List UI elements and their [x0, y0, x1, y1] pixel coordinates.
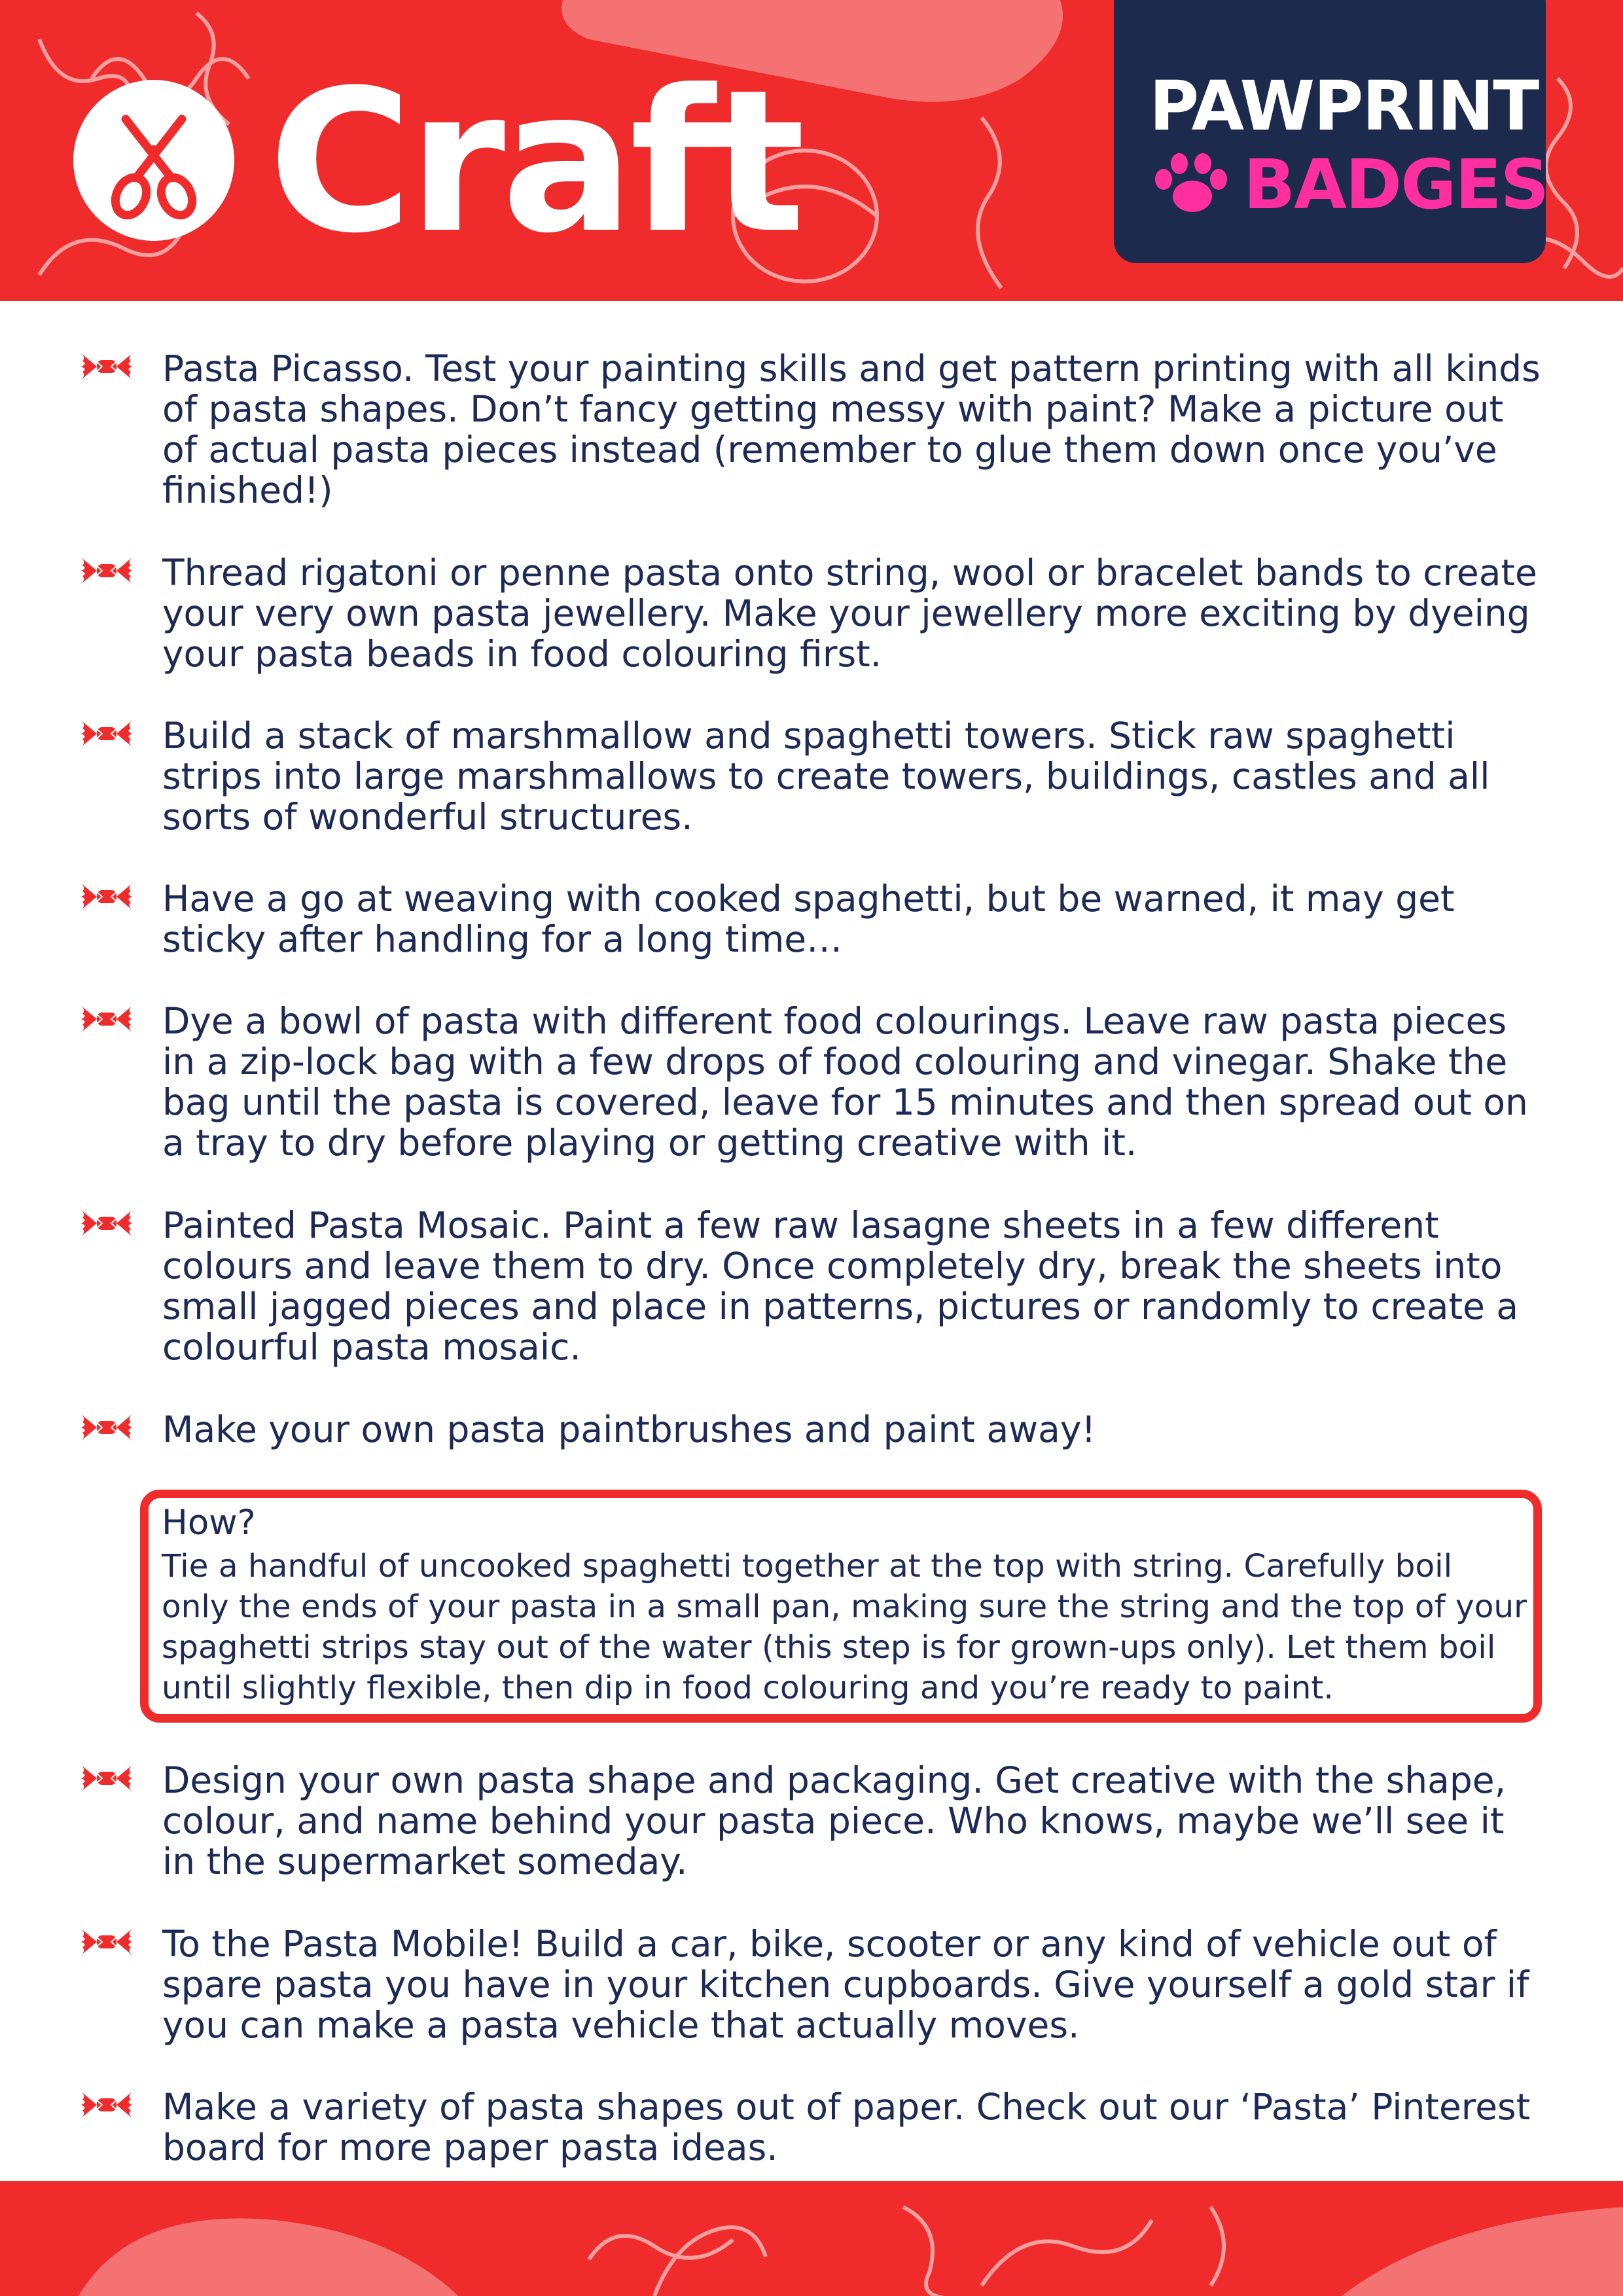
how-to-title: How? [162, 1503, 256, 1543]
how-to-text: Tie a handful of uncooked spaghetti together at the top with string. Carefully boil only the ends of your pasta in a small pan, making sure the string and the top of your spaghetti strips stay out of the water (this step is for grown-ups only). Let them boil until slightly flexible, then dip in food colouring and you’re ready to paint. [162, 1548, 1527, 1706]
list-item: Make your own pasta paintbrushes and paint away! [162, 1408, 1096, 1450]
farfalle-pasta-icon [77, 1204, 136, 1243]
farfalle-pasta-icon [77, 347, 136, 386]
farfalle-pasta-icon [77, 714, 136, 753]
paw-icon [1152, 152, 1230, 217]
farfalle-pasta-icon [77, 551, 136, 590]
footer-banner [0, 2181, 1623, 2296]
list-item: Thread rigatoni or penne pasta onto string, wool or bracelet bands to create your very own pasta jewellery. Make your jewellery more exciting by dyeing your pasta beads in food colouring first. [162, 552, 1537, 675]
scissors-badge [73, 80, 234, 241]
list-item: Build a stack of marshmallow and spaghetti towers. Stick raw spaghetti strips into large marshmallows to create towers, buildings, castles and all sorts of wonderful structures. [162, 715, 1490, 838]
list-item: Design your own pasta shape and packaging. Get creative with the shape, colour, and name behind your pasta piece. Who knows, maybe we’ll see it in the supermarket someday. [162, 1759, 1507, 1882]
list-item: Have a go at weaving with cooked spaghetti, but be warned, it may get sticky after handling for a long time… [162, 878, 1455, 960]
scissors-icon [73, 80, 234, 241]
page-title: Craft [268, 48, 802, 276]
list-item: Make a variety of pasta shapes out of paper. Check out our ‘Pasta’ Pinterest board for more paper pasta ideas. [162, 2086, 1531, 2168]
farfalle-pasta-icon [77, 2085, 136, 2125]
list-item: Painted Pasta Mosaic. Paint a few raw lasagne sheets in a few different colours and leave them to dry. Once completely dry, break the sheets into small jagged pieces and place in patterns, pictures or randomly to create a colourful pasta mosaic. [162, 1204, 1519, 1368]
farfalle-pasta-icon [77, 1922, 136, 1962]
farfalle-pasta-icon [77, 999, 136, 1039]
farfalle-pasta-icon [77, 877, 136, 916]
list-item: Pasta Picasso. Test your painting skills and get pattern printing with all kinds of pasta shapes. Don’t fancy getting messy with paint? Make a picture out of actual pasta pieces instead (remember to glue them down once you’ve finished!) [162, 348, 1541, 511]
farfalle-pasta-icon [77, 1408, 136, 1447]
brand-logo-bottom: BADGES [1243, 145, 1548, 224]
farfalle-pasta-icon [77, 1759, 136, 1798]
brand-logo-top: PAWPRINT [1149, 66, 1539, 146]
list-item: To the Pasta Mobile! Build a car, bike, scooter or any kind of vehicle out of spare pasta you have in your kitchen cupboards. Give yourself a gold star if you can make a pasta vehicle that actually moves. [162, 1923, 1529, 2046]
pasta-doodle-footer [0, 2181, 1623, 2296]
list-item: Dye a bowl of pasta with different food colourings. Leave raw pasta pieces in a zip-lock bag with a few drops of food colouring and vinegar. Shake the bag until the pasta is covered, leave for 15 minutes and then spread out on a tray to dry before playing or getting creative with it. [162, 1000, 1528, 1164]
